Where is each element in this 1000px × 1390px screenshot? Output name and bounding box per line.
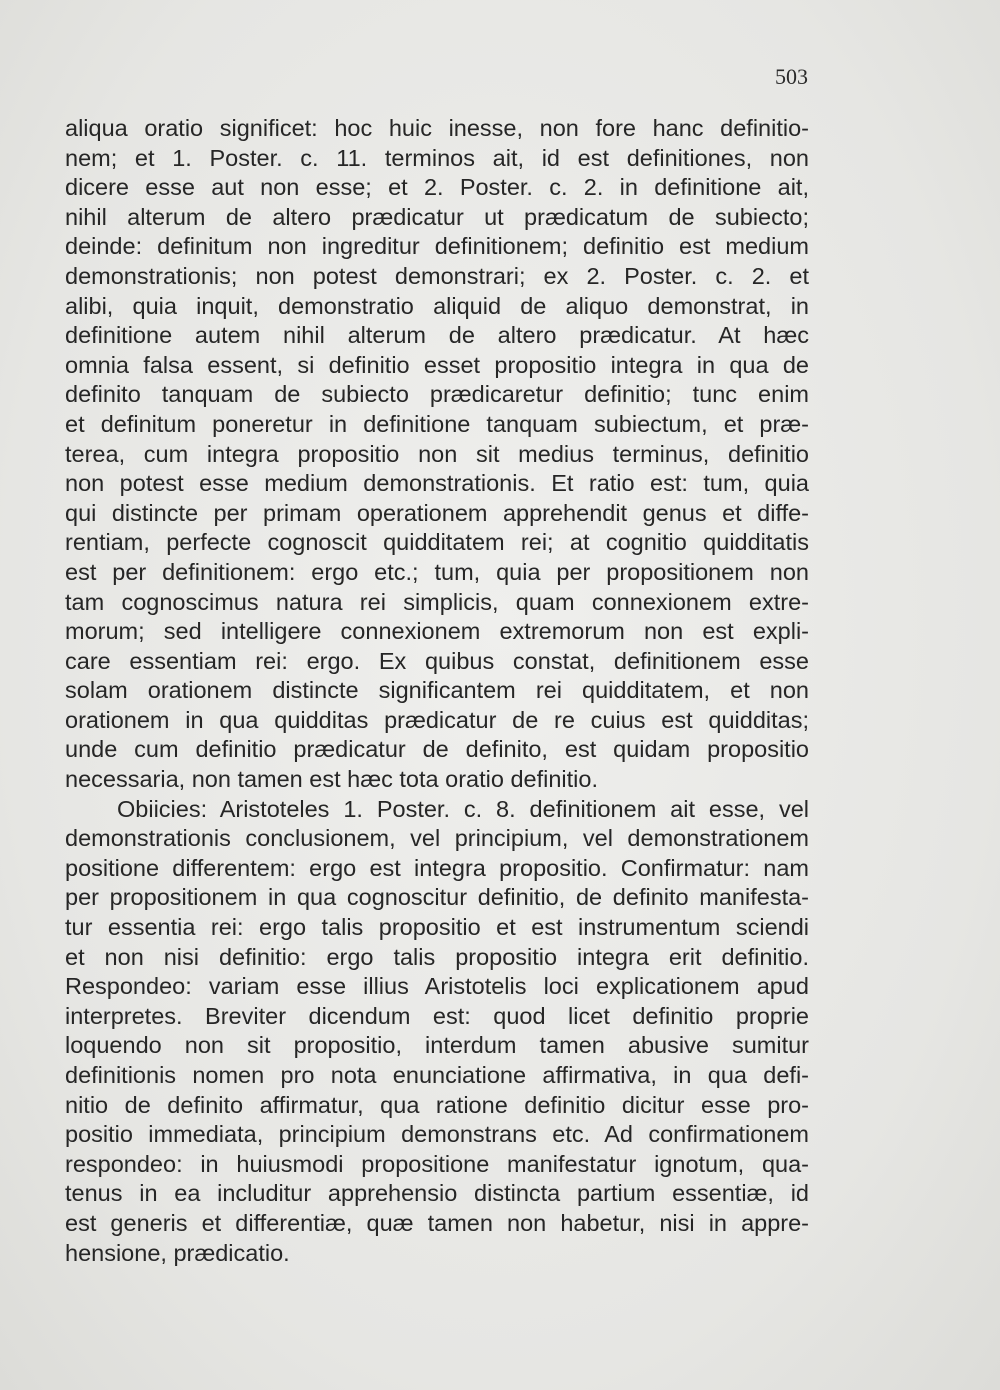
text-line: demonstrationis; non potest demonstrari; ex 2. Poster. c. 2. et bbox=[65, 262, 809, 289]
text-line: alibi, quia inquit, demonstratio aliquid de aliquo demonstrat, in bbox=[65, 292, 809, 319]
text-line: definitione autem nihil alterum de altero prædicatur. At hæc bbox=[65, 322, 809, 349]
text-line: deinde: definitum non ingreditur definitionem; definitio est medium bbox=[65, 233, 809, 260]
text-line: est per definitionem: ergo etc.; tum, quia per propositionem non bbox=[65, 558, 809, 585]
text-line: non potest esse medium demonstrationis. Et ratio est: tum, quia bbox=[65, 470, 809, 497]
text-line: positio immediata, principium demonstrans etc. Ad confirmationem bbox=[65, 1121, 809, 1148]
text-line: dicere esse aut non esse; et 2. Poster. c. 2. in definitione ait, bbox=[65, 174, 809, 201]
text-line: definito tanquam de subiecto prædicaretur definitio; tunc enim bbox=[65, 381, 809, 408]
text-line: tam cognoscimus natura rei simplicis, quam connexionem extre- bbox=[65, 588, 809, 615]
text-line: care essentiam rei: ergo. Ex quibus constat, definitionem esse bbox=[65, 647, 809, 674]
text-line: solam orationem distincte significantem rei quidditatem, et non bbox=[65, 677, 809, 704]
text-line: necessaria, non tamen est hæc tota oratio definitio. bbox=[65, 766, 598, 793]
text-line: demonstrationis conclusionem, vel principium, vel demonstrationem bbox=[65, 825, 809, 852]
text-line: unde cum definitio prædicatur de definito, est quidam propositio bbox=[65, 736, 809, 763]
text-line: morum; sed intelligere connexionem extremorum non est expli- bbox=[65, 618, 809, 645]
text-line: positione differentem: ergo est integra propositio. Confirmatur: nam bbox=[65, 854, 809, 881]
text-line: est generis et differentiæ, quæ tamen non habetur, nisi in appre- bbox=[65, 1209, 809, 1236]
text-line: nihil alterum de altero prædicatur ut prædicatum de subiecto; bbox=[65, 203, 809, 230]
text-line: rentiam, perfecte cognoscit quidditatem rei; at cognitio quidditatis bbox=[65, 529, 809, 556]
page-number: 503 bbox=[775, 64, 808, 89]
text-line: respondeo: in huiusmodi propositione manifestatur ignotum, qua- bbox=[65, 1150, 809, 1177]
text-line: nem; et 1. Poster. c. 11. terminos ait, id est definitiones, non bbox=[65, 144, 809, 171]
text-line: tenus in ea includitur apprehensio distincta partium essentiæ, id bbox=[65, 1180, 809, 1207]
text-line: omnia falsa essent, si definitio esset propositio integra in qua de bbox=[65, 351, 809, 378]
body-text bbox=[65, 114, 809, 1268]
text-line: orationem in qua quidditas prædicatur de re cuius est quidditas; bbox=[65, 706, 809, 733]
text-line: et non nisi definitio: ergo talis propositio integra erit definitio. bbox=[65, 943, 809, 970]
paragraph-1 bbox=[65, 114, 809, 795]
text-line: definitionis nomen pro nota enunciatione affirmativa, in qua defi- bbox=[65, 1062, 809, 1088]
text-line: terea, cum integra propositio non sit medius terminus, definitio bbox=[65, 440, 809, 467]
text-line: nitio de definito affirmatur, qua ratione definitio dicitur esse pro- bbox=[65, 1091, 809, 1118]
text-line: Obiicies: Aristoteles 1. Poster. c. 8. definitionem ait esse, vel bbox=[117, 795, 809, 822]
text-line: Respondeo: variam esse illius Aristotelis loci explicationem apud bbox=[65, 973, 809, 1000]
text-line: aliqua oratio significet: hoc huic inesse, non fore hanc definitio- bbox=[65, 115, 809, 141]
text-line: tur essentia rei: ergo talis propositio et est instrumentum sciendi bbox=[65, 914, 809, 941]
text-line: per propositionem in qua cognoscitur definitio, de definito manifesta- bbox=[65, 884, 809, 911]
text-line: qui distincte per primam operationem apprehendit genus et diffe- bbox=[65, 499, 809, 526]
paragraph-2 bbox=[65, 795, 809, 1269]
text-line: interpretes. Breviter dicendum est: quod licet definitio proprie bbox=[65, 1002, 809, 1029]
text-line: et definitum poneretur in definitione tanquam subiectum, et præ- bbox=[65, 410, 809, 437]
text-line: loquendo non sit propositio, interdum tamen abusive sumitur bbox=[65, 1032, 809, 1059]
text-line: hensione, prædicatio. bbox=[65, 1239, 290, 1266]
